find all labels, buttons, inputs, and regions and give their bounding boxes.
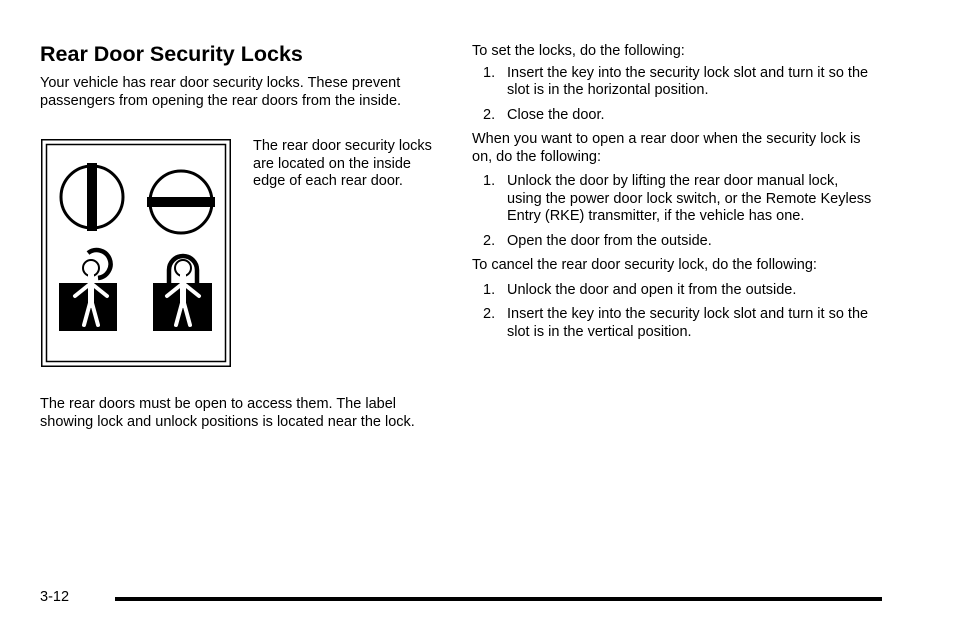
step-number: 1. xyxy=(483,64,496,81)
step-text: Unlock the door by lifting the rear door manual lock, using the power door lock switch, or the Remote Keyless Entry (RKE) transmitter, if the vehicle has one. xyxy=(507,173,872,224)
step-number: 2. xyxy=(483,232,496,249)
step-number: 1. xyxy=(483,281,496,298)
list-item xyxy=(472,173,872,226)
page-number: 3-12 xyxy=(40,589,70,605)
list-item xyxy=(472,282,872,300)
horizontal-slot-icon xyxy=(147,171,215,233)
list-item xyxy=(472,107,872,125)
vertical-slot-icon xyxy=(61,163,123,231)
list-item xyxy=(472,233,872,251)
security-lock-label-figure xyxy=(41,139,231,367)
step-text: Insert the key into the security lock slot and turn it so the slot is in the horizontal position. xyxy=(507,64,869,98)
list-item xyxy=(472,65,872,100)
cancel-lock-steps xyxy=(472,282,872,342)
step-number: 1. xyxy=(483,173,496,189)
instructions-column xyxy=(472,43,872,341)
step-text: Open the door from the outside. xyxy=(507,232,712,249)
access-note: The rear doors must be open to access them. The label showing lock and unlock positions is located near the lock. xyxy=(40,396,415,430)
step-number: 2. xyxy=(483,306,496,322)
cancel-lock-intro: To cancel the rear door security lock, do the following: xyxy=(472,257,817,273)
figure-caption: The rear door security locks are located on the inside edge of each rear door. xyxy=(253,138,432,189)
step-text: Insert the key into the security lock slot and turn it so the slot is in the vertical position. xyxy=(507,306,869,340)
intro-paragraph: Your vehicle has rear door security locks. These prevent passengers from opening the rear doors from the inside. xyxy=(40,75,402,109)
footer-rule xyxy=(115,597,882,601)
step-text: Close the door. xyxy=(507,106,605,123)
page-title: Rear Door Security Locks xyxy=(40,42,303,66)
open-door-intro: When you want to open a rear door when the security lock is on, do the following: xyxy=(472,131,861,165)
open-door-steps xyxy=(472,173,872,250)
list-item xyxy=(472,306,872,341)
step-text: Unlock the door and open it from the outside. xyxy=(507,281,797,298)
set-locks-intro: To set the locks, do the following: xyxy=(472,43,685,59)
set-locks-steps xyxy=(472,65,872,125)
step-number: 2. xyxy=(483,106,496,123)
